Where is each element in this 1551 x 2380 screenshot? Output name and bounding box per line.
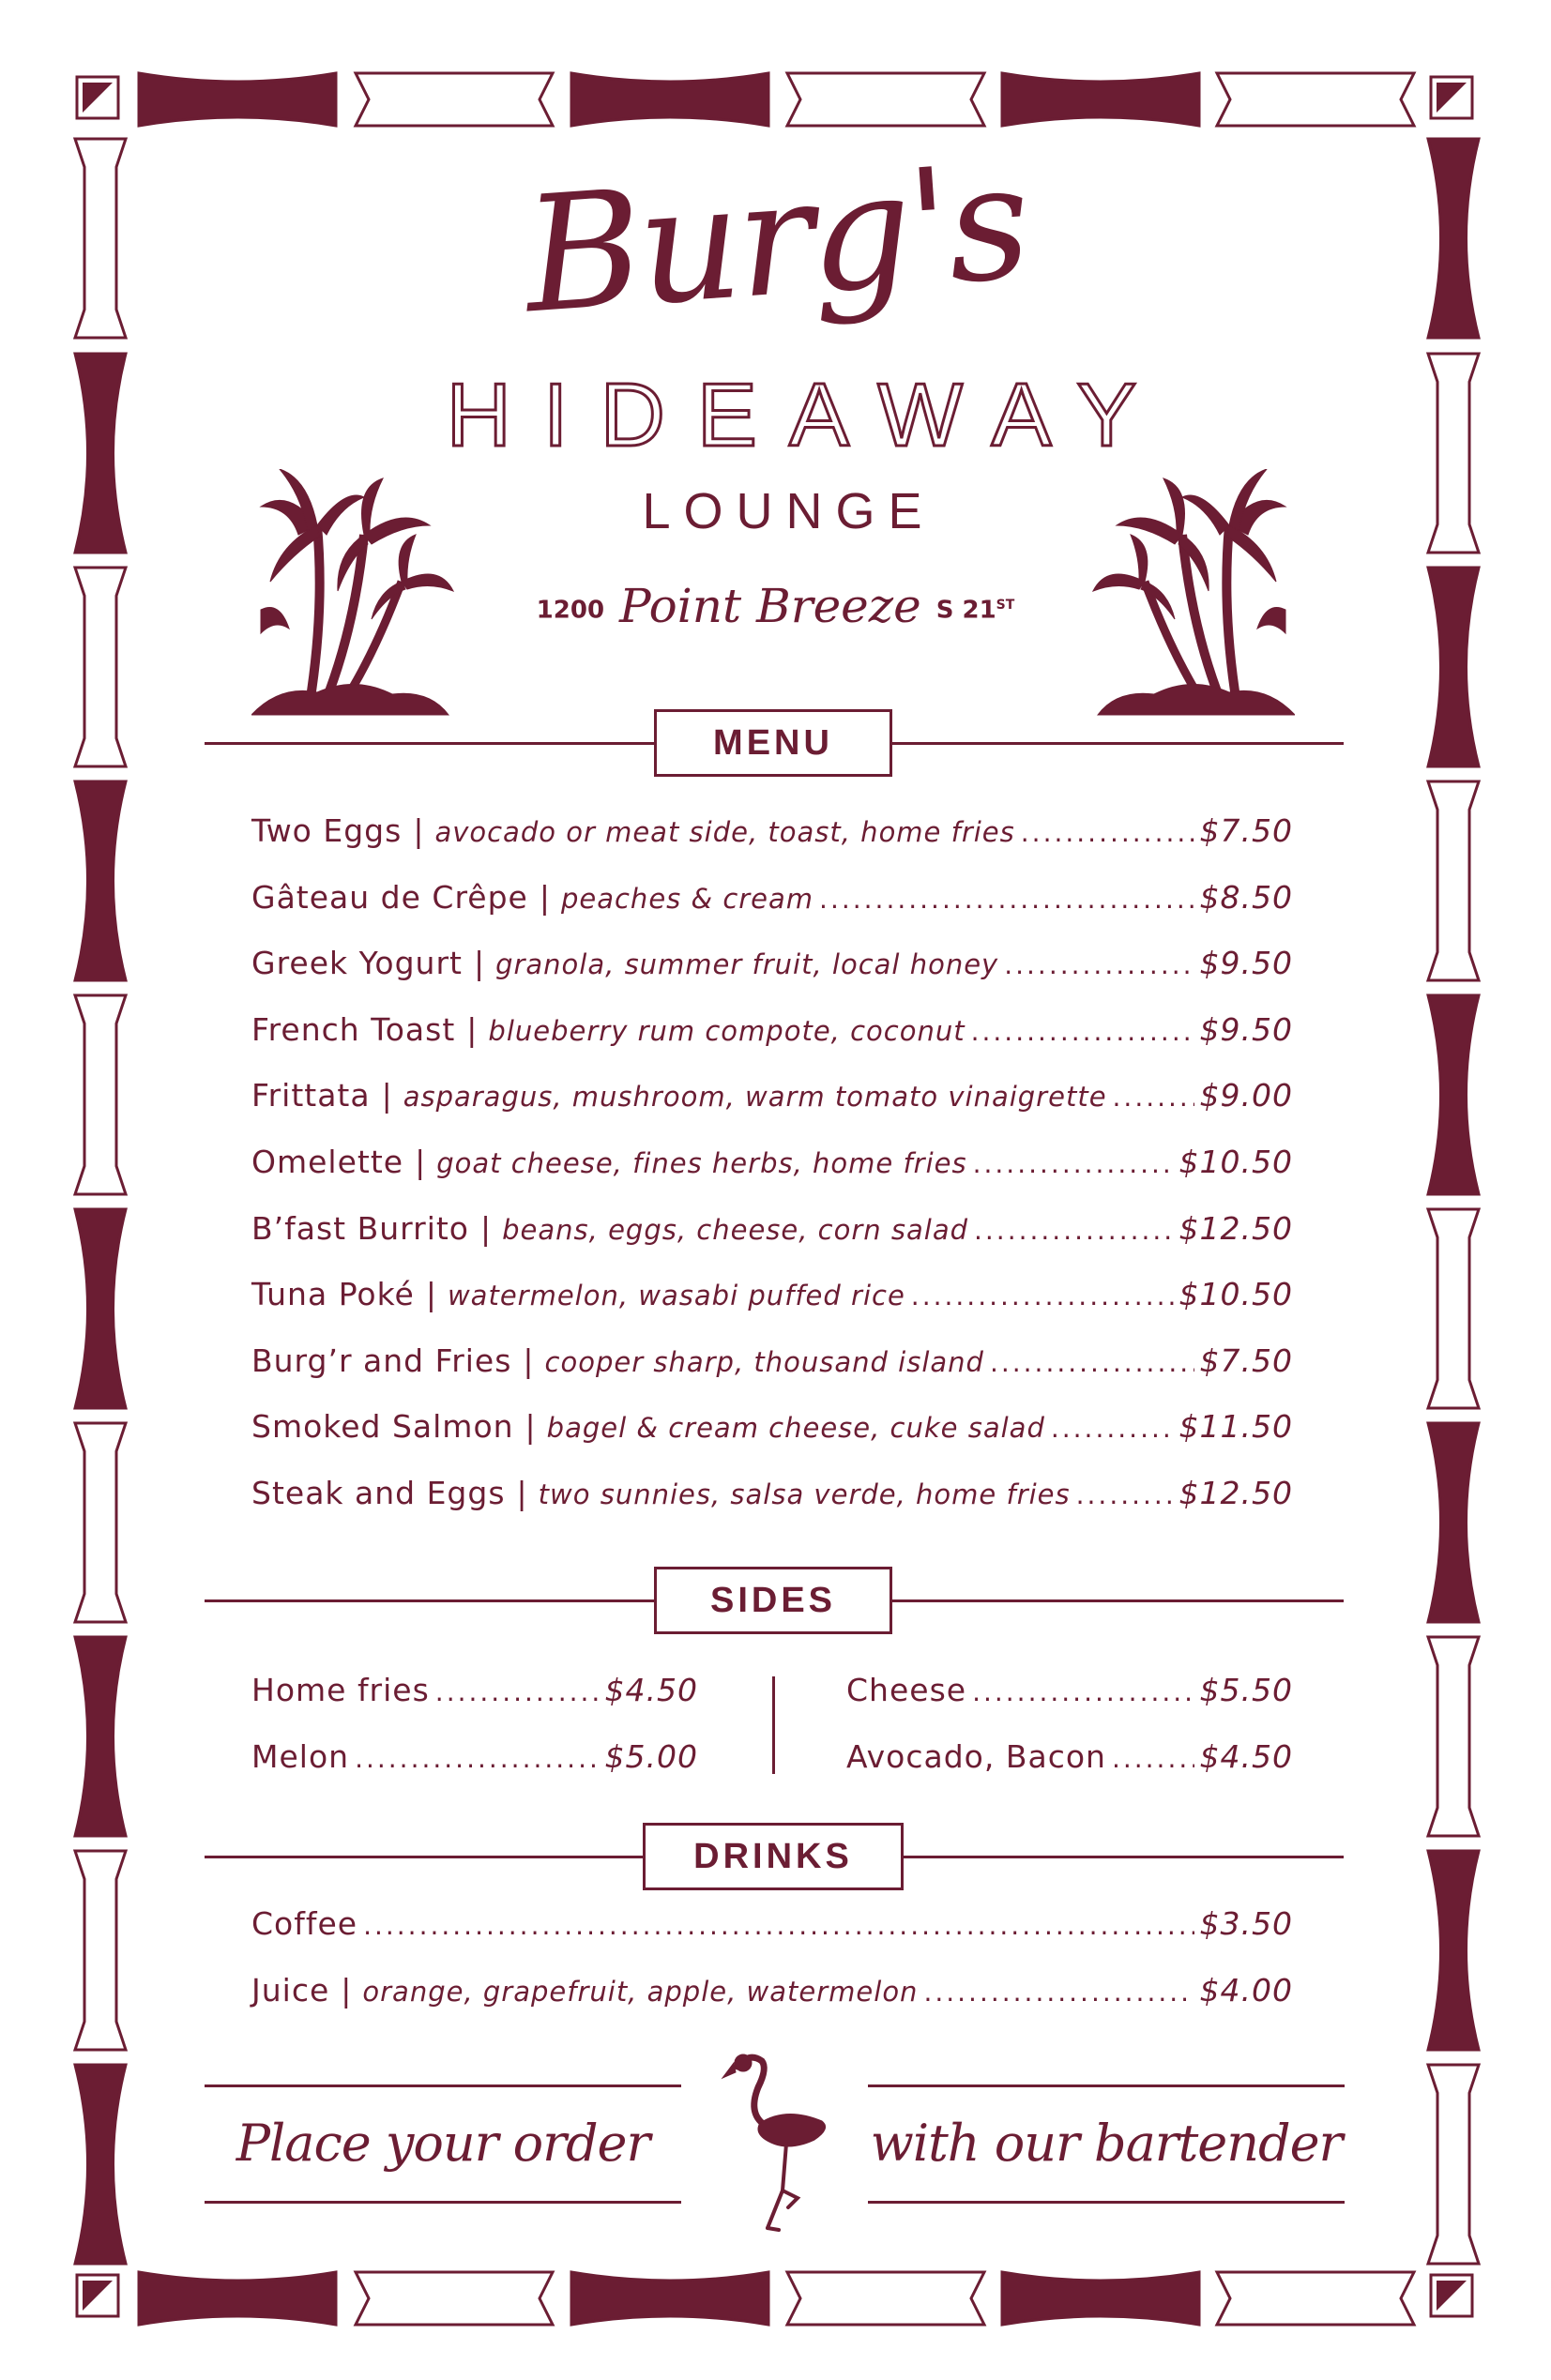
menu-item	[251, 1210, 1293, 1277]
menu-item	[251, 1144, 1293, 1210]
footer-rule	[205, 2084, 681, 2087]
drink-item	[251, 1972, 1293, 2039]
footer-text-left: Place your order	[236, 2114, 650, 2173]
menu-item-price: $11.50	[1178, 1408, 1293, 1446]
menu-item-name: Frittata	[251, 1077, 371, 1114]
drink-item	[251, 1905, 1293, 1972]
section-heading-drinks: DRINKS	[643, 1823, 904, 1890]
separator: |	[539, 878, 550, 916]
sides-divider	[772, 1676, 775, 1774]
menu-list	[251, 812, 1293, 1541]
side-item	[251, 1738, 698, 1805]
menu-item-price: $7.50	[1199, 812, 1293, 849]
footer-rule	[868, 2201, 1345, 2204]
dot-leader	[1004, 945, 1194, 981]
footer-rule	[868, 2084, 1345, 2087]
separator: |	[415, 1143, 426, 1180]
menu-item	[251, 1276, 1293, 1342]
menu-item	[251, 1077, 1293, 1144]
dot-leader	[355, 1738, 599, 1775]
side-item-price: $4.50	[1199, 1737, 1293, 1775]
menu-item	[251, 1011, 1293, 1078]
menu-item-price: $9.50	[1199, 1010, 1293, 1048]
section-heading-sides: SIDES	[654, 1567, 892, 1634]
menu-item-price: $9.00	[1199, 1077, 1293, 1114]
address-cross-street: S 21	[935, 596, 996, 625]
menu-item	[251, 879, 1293, 946]
menu-item-description: avocado or meat side, toast, home fries	[434, 816, 1015, 848]
menu-item	[251, 945, 1293, 1011]
separator: |	[523, 1342, 534, 1379]
dot-leader	[1113, 1077, 1194, 1114]
menu-item-name: Tuna Poké	[251, 1276, 415, 1313]
dot-leader	[1021, 812, 1194, 849]
side-item-name: Cheese	[846, 1672, 967, 1708]
separator: |	[466, 1010, 478, 1048]
separator: |	[473, 945, 485, 982]
menu-item-description: goat cheese, fines herbs, home fries	[436, 1146, 967, 1179]
menu-item-name: Burg’r and Fries	[251, 1342, 512, 1379]
address-street: Point Breeze	[619, 578, 921, 633]
menu-item	[251, 812, 1293, 879]
separator: |	[480, 1209, 492, 1247]
drink-item-price: $3.50	[1199, 1905, 1293, 1942]
separator: |	[341, 1971, 352, 2009]
separator: |	[425, 1276, 436, 1313]
address-cross-suffix: ST	[996, 598, 1015, 613]
brand-lounge-subtitle: LOUNGE	[642, 483, 935, 539]
dot-leader	[974, 1210, 1174, 1247]
side-item	[846, 1738, 1293, 1805]
dot-leader	[972, 1672, 1194, 1708]
menu-item	[251, 1475, 1293, 1541]
menu-item	[251, 1342, 1293, 1409]
menu-item-price: $7.50	[1199, 1342, 1293, 1379]
flamingo-icon	[721, 2050, 833, 2237]
menu-item-name: B’fast Burrito	[251, 1209, 469, 1247]
menu-item-price: $12.50	[1178, 1474, 1293, 1511]
dot-leader	[435, 1672, 600, 1708]
menu-item-name: Two Eggs	[251, 812, 403, 849]
menu-item-price: $12.50	[1178, 1209, 1293, 1247]
palm-tree-icon	[251, 469, 458, 722]
dot-leader	[1076, 1475, 1174, 1511]
menu-item	[251, 1408, 1293, 1475]
dot-leader	[971, 1011, 1194, 1048]
separator: |	[413, 812, 424, 849]
drink-item-name: Coffee	[251, 1905, 358, 1942]
separator: |	[525, 1408, 536, 1446]
menu-item-name: Gâteau de Crêpe	[251, 878, 528, 916]
menu-item-price: $10.50	[1178, 1143, 1293, 1180]
side-item-name: Home fries	[251, 1672, 430, 1708]
menu-item-name: Omelette	[251, 1143, 404, 1180]
address-number: 1200	[536, 596, 605, 625]
menu-item-price: $10.50	[1178, 1276, 1293, 1313]
menu-item-description: cooper sharp, thousand island	[544, 1345, 984, 1378]
footer-rule	[205, 2201, 681, 2204]
sides-column-left	[251, 1672, 698, 1804]
menu-item-description: asparagus, mushroom, warm tomato vinaigrette	[403, 1081, 1107, 1114]
menu-item-name: Greek Yogurt	[251, 945, 463, 982]
menu-item-description: watermelon, wasabi puffed rice	[447, 1280, 905, 1312]
drink-item-description: orange, grapefruit, apple, watermelon	[362, 1975, 919, 2008]
separator: |	[381, 1077, 392, 1114]
section-heading-menu: MENU	[654, 709, 892, 777]
brand-hideaway-title: HIDEAWAY	[446, 365, 1169, 465]
drink-item-name: Juice	[251, 1971, 330, 2009]
menu-item-description: beans, eggs, cheese, corn salad	[502, 1213, 968, 1246]
menu-item-name: French Toast	[251, 1010, 456, 1048]
dot-leader	[973, 1144, 1174, 1180]
menu-item-description: granola, summer fruit, local honey	[495, 948, 999, 981]
drink-item-price: $4.00	[1199, 1971, 1293, 2009]
dot-leader	[1112, 1738, 1194, 1775]
side-item-name: Avocado, Bacon	[846, 1737, 1106, 1775]
menu-item-price: $8.50	[1199, 878, 1293, 916]
side-item	[251, 1672, 698, 1738]
side-item	[846, 1672, 1293, 1738]
menu-item-name: Steak and Eggs	[251, 1474, 506, 1511]
palm-tree-icon	[1088, 469, 1295, 722]
footer-text-right: with our bartender	[870, 2114, 1343, 2173]
side-item-name: Melon	[251, 1737, 350, 1775]
dot-leader	[911, 1276, 1174, 1312]
menu-item-price: $9.50	[1199, 945, 1293, 982]
dot-leader	[819, 879, 1194, 916]
menu-item-description: bagel & cream cheese, cuke salad	[546, 1412, 1045, 1445]
drinks-list	[251, 1905, 1293, 2038]
dot-leader	[1051, 1408, 1174, 1445]
dot-leader	[923, 1972, 1194, 2009]
dot-leader	[990, 1342, 1194, 1379]
menu-item-description: peaches & cream	[560, 882, 814, 915]
brand-logo-script: Burg's	[518, 129, 1032, 350]
menu-item-name: Smoked Salmon	[251, 1408, 514, 1446]
menu-item-description: blueberry rum compote, coconut	[488, 1014, 966, 1047]
dot-leader	[363, 1905, 1194, 1942]
separator: |	[516, 1474, 527, 1511]
side-item-price: $5.00	[604, 1737, 698, 1775]
sides-column-right	[846, 1672, 1293, 1804]
side-item-price: $5.50	[1199, 1672, 1293, 1708]
address	[0, 578, 1551, 634]
menu-item-description: two sunnies, salsa verde, home fries	[538, 1478, 1071, 1510]
side-item-price: $4.50	[604, 1672, 698, 1708]
